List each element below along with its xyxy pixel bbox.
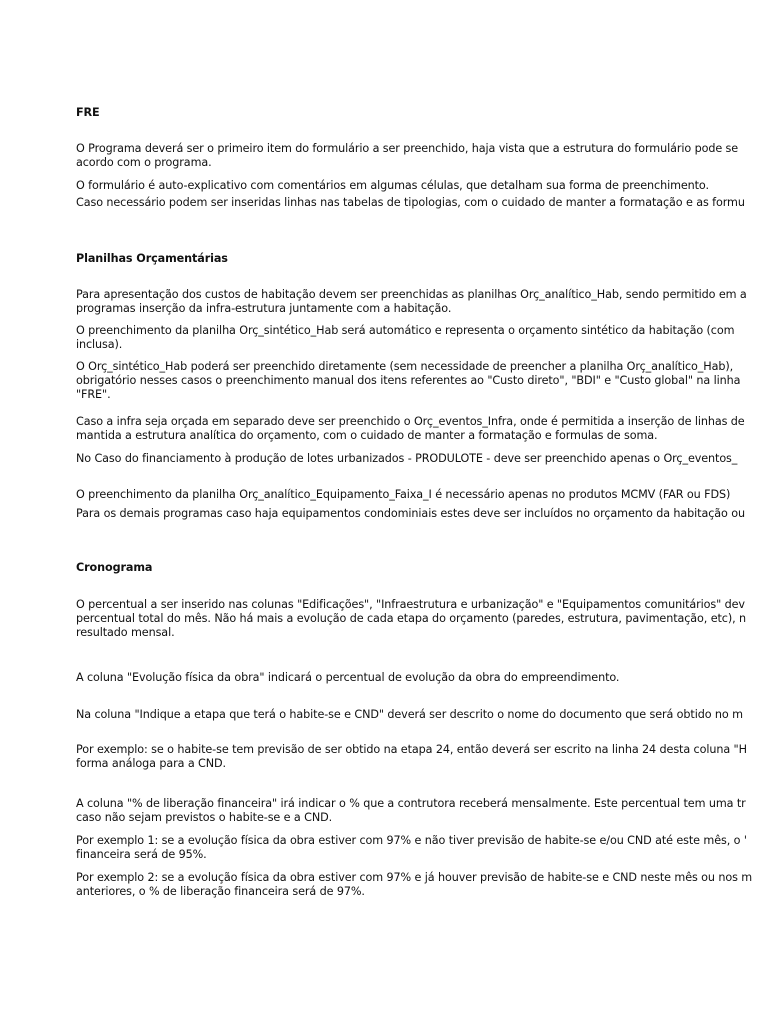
section-heading-planilhas: Planilhas Orçamentárias [76,252,228,265]
text-line: Para apresentação dos custos de habitação devem ser preenchidas as planilhas Orç_analítico_Hab, sendo permitido em a [76,288,747,301]
text-line: A coluna "Evolução física da obra" indicará o percentual de evolução da obra do empreendimento. [76,671,620,684]
text-line: obrigatório nesses casos o preenchimento manual dos itens referentes ao "Custo direto", "BDI" e "Custo global" na linha [76,374,741,387]
text-line: Por exemplo 1: se a evolução física da obra estiver com 97% e não tiver previsão de habite-se e/ou CND até este mês, o ' [76,834,747,847]
text-line: acordo com o programa. [76,156,212,169]
text-line: mantida a estrutura analítica do orçamento, com o cuidado de manter a formatação e formulas de soma. [76,429,658,442]
text-line: O percentual a ser inserido nas colunas "Edificações", "Infraestrutura e urbanização" e "Equipamentos comunitários" dev [76,598,745,611]
text-line: O Programa deverá ser o primeiro item do formulário a ser preenchido, haja vista que a estrutura do formulário pode se [76,142,739,155]
text-line: resultado mensal. [76,626,175,639]
text-line: inclusa). [76,338,123,351]
text-line: anteriores, o % de liberação financeira será de 97%. [76,885,365,898]
text-line: Por exemplo: se o habite-se tem previsão de ser obtido na etapa 24, então deverá ser escrito na linha 24 desta coluna "H [76,743,747,756]
text-line: Para os demais programas caso haja equipamentos condominiais estes deve ser incluídos no orçamento da habitação ou [76,507,745,520]
text-line: O Orç_sintético_Hab poderá ser preenchido diretamente (sem necessidade de preencher a planilha Orç_analítico_Hab), [76,360,734,373]
text-line: Caso necessário podem ser inseridas linhas nas tabelas de tipologias, com o cuidado de manter a formatação e as formu [76,196,745,209]
spreadsheet-instructions-page [76,0,768,1024]
text-line: Por exemplo 2: se a evolução física da obra estiver com 97% e já houver previsão de habite-se e CND neste mês ou nos m [76,871,753,884]
text-line: Caso a infra seja orçada em separado deve ser preenchido o Orç_eventos_Infra, onde é permitida a inserção de linhas de [76,415,745,428]
text-line: caso não sejam previstos o habite-se e a CND. [76,811,333,824]
text-line: O preenchimento da planilha Orç_sintético_Hab será automático e representa o orçamento sintético da habitação (com [76,324,735,337]
text-line: programas inserção da infra-estrutura juntamente com a habitação. [76,302,452,315]
section-heading-fre: FRE [76,106,100,119]
text-line: financeira será de 95%. [76,848,207,861]
text-line: forma análoga para a CND. [76,757,226,770]
text-line: Na coluna "Indique a etapa que terá o habite-se e CND" deverá ser descrito o nome do documento que será obtido no m [76,708,743,721]
text-line: percentual total do mês. Não há mais a evolução de cada etapa do orçamento (paredes, estrutura, pavimentação, etc), n [76,612,746,625]
text-line: "FRE". [76,388,111,401]
text-line: No Caso do financiamento à produção de lotes urbanizados - PRODULOTE - deve ser preenchido apenas o Orç_eventos_ [76,452,738,465]
section-heading-cronograma: Cronograma [76,561,153,574]
text-line: O preenchimento da planilha Orç_analítico_Equipamento_Faixa_I é necessário apenas no produtos MCMV (FAR ou FDS) [76,488,731,501]
text-line: O formulário é auto-explicativo com comentários em algumas células, que detalham sua forma de preenchimento. [76,179,709,192]
text-line: A coluna "% de liberação financeira" irá indicar o % que a contrutora receberá mensalmente. Este percentual tem uma tr [76,797,746,810]
